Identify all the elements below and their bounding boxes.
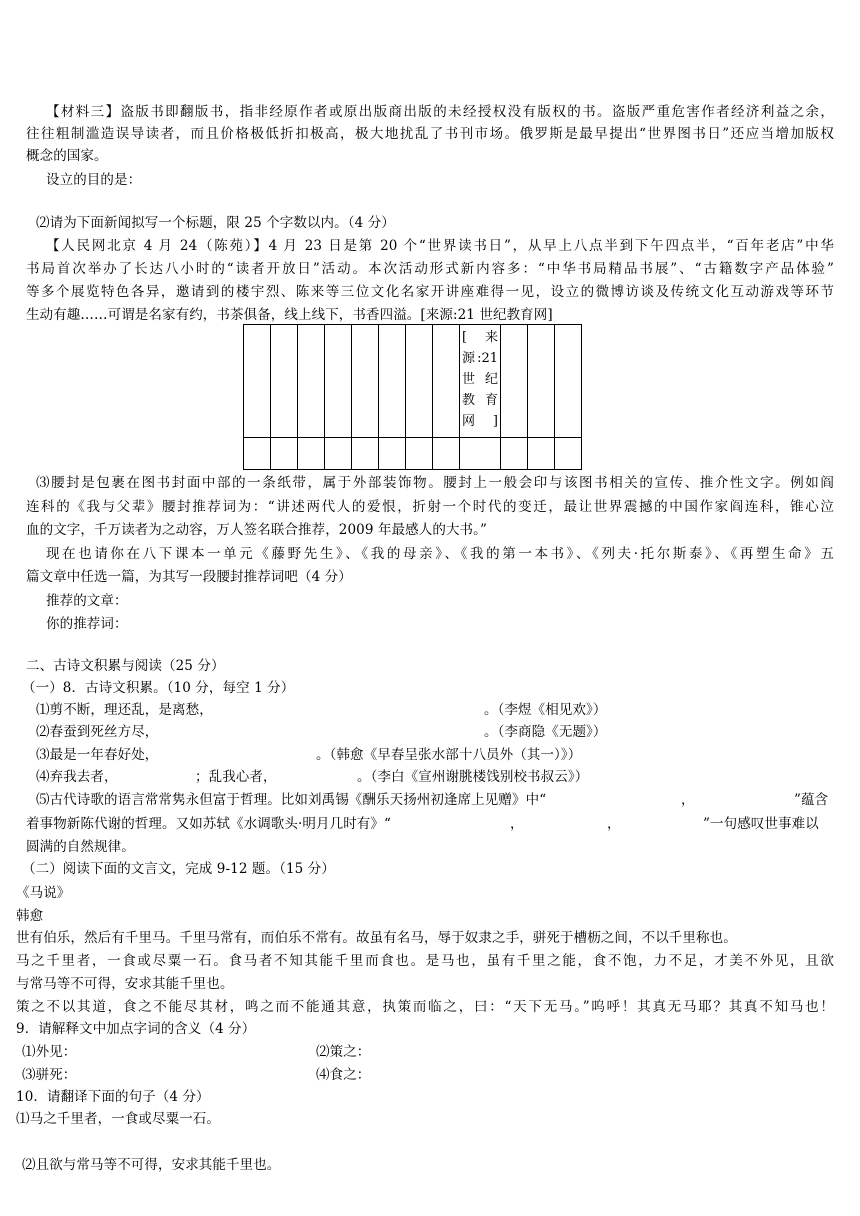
- q3-line2: 连科的《我与父辈》腰封推荐词为：“讲述两代人的爱恨，折射一个时代的变迁，最让世界震撼的中国作家阎连科，锥心泣: [26, 499, 834, 515]
- material3-line3: 概念的国家。: [26, 148, 108, 164]
- grid-cell[interactable]: [352, 438, 379, 470]
- poem-line4-b: ；乱我心者，: [195, 769, 277, 785]
- grid-cell[interactable]: [406, 325, 433, 438]
- q9-item1: ⑴外见：: [22, 1044, 77, 1060]
- q2-prompt: ⑵请为下面新闻拟写一个标题，限 25 个字数以内。（4 分）: [36, 215, 395, 231]
- grid-cell[interactable]: [555, 325, 582, 438]
- part1-heading: （一）8．古诗文积累。（10 分，每空 1 分）: [22, 680, 295, 696]
- poem-line4-a: ⑷弃我去者，: [36, 769, 118, 785]
- q9-item4: ⑷食之：: [316, 1067, 371, 1083]
- grid-cell[interactable]: [244, 438, 271, 470]
- poem-line4-c: 。（李白《宣州谢朓楼饯别校书叔云》）: [357, 769, 589, 785]
- grid-cell[interactable]: [352, 325, 379, 438]
- q3-line3: 血的文字，千万读者为之动容，万人签名联合推荐，2009 年最感人的大书。”: [26, 522, 487, 538]
- q10-item2: ⑵且欲与常马等不可得，安求其能千里也。: [22, 1157, 281, 1173]
- purpose-label: 设立的目的是：: [46, 172, 142, 188]
- poem-line6-a: 着事物新陈代谢的哲理。又如苏轼《水调歌头·明月几时有》“: [26, 816, 391, 832]
- q3-line1: ⑶腰封是包裹在图书封面中部的一条纸带，属于外部装饰物。腰封上一般会印与该图书相关的宣传、推介性文字。例如阎: [36, 475, 834, 491]
- poem-line2-a: ⑵春蚕到死丝方尽，: [36, 724, 159, 740]
- news-line4: 生动有趣……可谓是名家有约，书茶俱备，线上线下，书香四溢。[来源:21 世纪教育网]: [26, 307, 553, 323]
- news-line2: 书局首次举办了长达八小时的“读者开放日”活动。本次活动形式新内容多：“中华书局精品书展”、“古籍数字产品体验”: [26, 261, 834, 277]
- classical-text-line2: 马之千里者，一食或尽粟一石。食马者不知其能千里而食也。是马也，虽有千里之能，食不饱，力不足，才美不外见，且欲: [16, 953, 834, 969]
- grid-cell[interactable]: [460, 438, 501, 470]
- source-watermark-text: [ 来源:21世纪教育网]: [462, 330, 498, 429]
- poem-line6-b: ，: [510, 816, 524, 832]
- title-answer-grid[interactable]: [243, 324, 582, 470]
- q3-line5: 篇文章中任选一篇，为其写一段腰封推荐词吧（4 分）: [26, 569, 352, 585]
- poem-line5-a: ⑸古代诗歌的语言常常隽永但富于哲理。比如刘禹锡《酬乐天扬州初逢席上见赠》中“: [36, 792, 547, 808]
- recommended-article-label: 推荐的文章：: [46, 593, 128, 609]
- grid-cell[interactable]: [271, 325, 298, 438]
- poem-line5-c: ”蕴含: [794, 792, 829, 808]
- grid-cell[interactable]: [406, 438, 433, 470]
- grid-cell[interactable]: [271, 438, 298, 470]
- q10-heading: 10．请翻译下面的句子（4 分）: [16, 1089, 210, 1105]
- poem-line5-b: ，: [681, 792, 695, 808]
- q9-item2: ⑵策之：: [316, 1044, 371, 1060]
- section2-title: 二、古诗文积累与阅读（25 分）: [26, 658, 225, 674]
- q9-heading: 9．请解释文中加点字词的含义（4 分）: [16, 1021, 256, 1037]
- grid-cell[interactable]: [528, 325, 555, 438]
- poem-line1-b: 。（李煜《相见欢》）: [484, 702, 607, 718]
- grid-cell[interactable]: [433, 438, 460, 470]
- grid-cell[interactable]: [501, 438, 528, 470]
- grid-cell[interactable]: [555, 438, 582, 470]
- grid-cell[interactable]: [325, 325, 352, 438]
- poem-line6-d: ”一句感叹世事难以: [703, 816, 819, 832]
- work-title: 《马说》: [16, 885, 71, 901]
- classical-text-line4: 策之不以其道，食之不能尽其材，鸣之而不能通其意，执策而临之，曰：“天下无马。”呜呼！其真无马耶？其真不知马也！: [16, 999, 834, 1015]
- poem-line1-a: ⑴剪不断，理还乱，是离愁，: [36, 702, 213, 718]
- grid-cell[interactable]: [433, 325, 460, 438]
- grid-cell-source: [460, 325, 501, 438]
- classical-text-line3: 与常马等不可得，安求其能千里也。: [16, 976, 234, 992]
- news-line3: 等多个展览特色各异，邀请到的楼宇烈、陈来等三位文化名家开讲座难得一见，设立的微博访谈及传统文化互动游戏等环节: [26, 284, 834, 300]
- poem-line6-c: ，: [607, 816, 621, 832]
- q9-item3: ⑶骈死：: [22, 1067, 77, 1083]
- material3-line1: 【材料三】盗版书即翻版书，指非经原作者或原出版商出版的未经授权没有版权的书。盗版严重危害作者经济利益之余，: [46, 104, 834, 120]
- q10-item1: ⑴马之千里者，一食或尽粟一石。: [16, 1111, 220, 1127]
- q3-line4: 现在也请你在八下课本一单元《藤野先生》、《我的母亲》、《我的第一本书》、《列夫·托尔斯泰》、《再塑生命》五: [46, 546, 834, 562]
- grid-cell[interactable]: [501, 325, 528, 438]
- news-line1: 【人民网北京 4 月 24（陈苑）】4 月 23 日是第 20 个“世界读书日”，从早上八点半到下午四点半，“百年老店”中华: [46, 238, 834, 254]
- grid-cell[interactable]: [298, 438, 325, 470]
- grid-cell[interactable]: [379, 325, 406, 438]
- poem-line7: 圆满的自然规律。: [26, 839, 135, 855]
- grid-cell[interactable]: [244, 325, 271, 438]
- material3-line2: 往往粗制滥造误导读者，而且价格极低折扣极高，极大地扰乱了书刊市场。俄罗斯是最早提出“世界图书日”还应当增加版权: [26, 126, 834, 142]
- poem-line3-b: 。（韩愈《早春呈张水部十八员外（其一）》）: [316, 747, 582, 763]
- grid-cell[interactable]: [298, 325, 325, 438]
- poem-line3-a: ⑶最是一年春好处，: [36, 747, 159, 763]
- classical-text-line1: 世有伯乐，然后有千里马。千里马常有，而伯乐不常有。故虽有名马，辱于奴隶之手，骈死于槽枥之间，不以千里称也。: [16, 930, 737, 946]
- grid-cell[interactable]: [528, 438, 555, 470]
- part2-heading: （二）阅读下面的文言文，完成 9-12 题。（15 分）: [22, 861, 335, 877]
- recommendation-label: 你的推荐词：: [46, 616, 128, 632]
- author: 韩愈: [16, 908, 44, 924]
- poem-line2-b: 。（李商隐《无题》）: [484, 724, 607, 740]
- grid-cell[interactable]: [325, 438, 352, 470]
- grid-cell[interactable]: [379, 438, 406, 470]
